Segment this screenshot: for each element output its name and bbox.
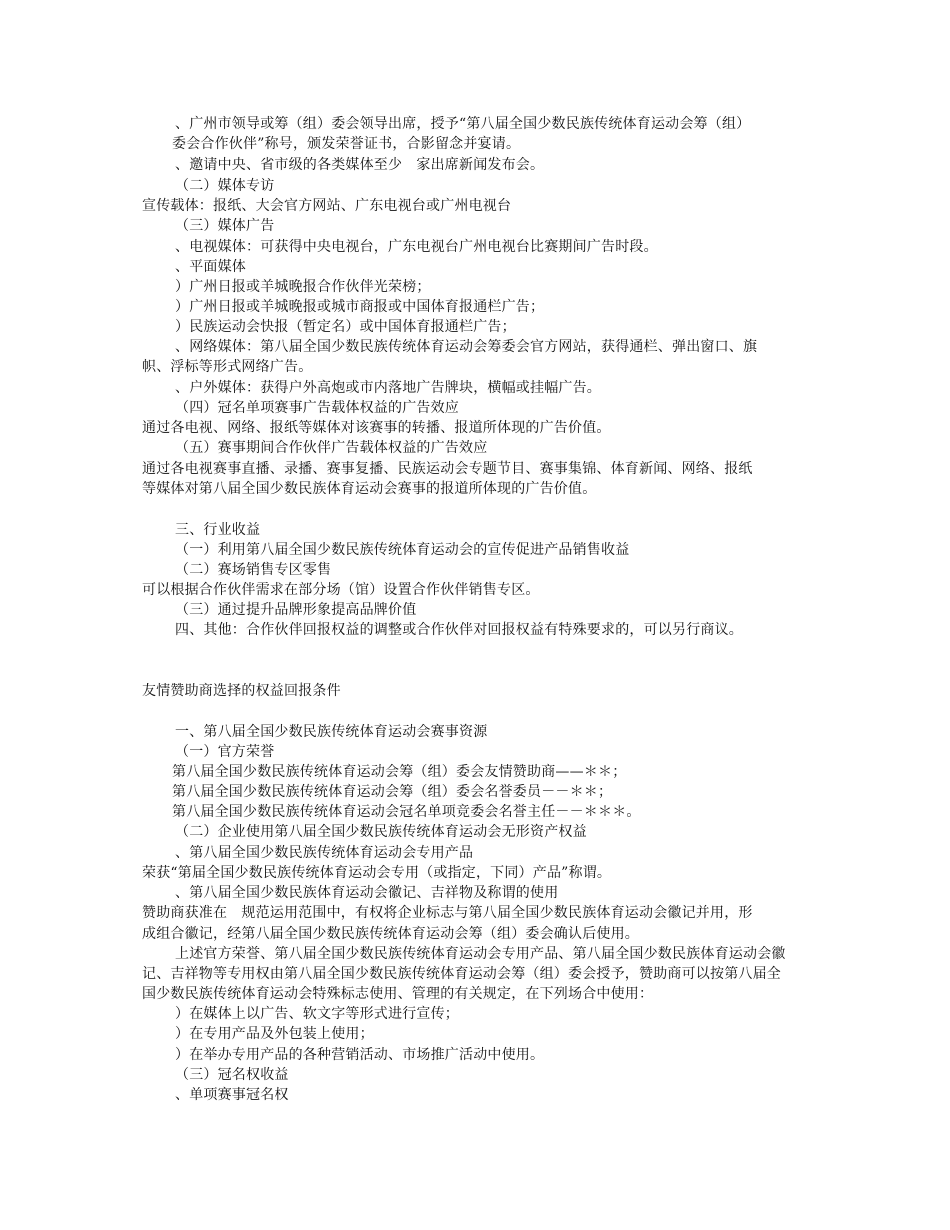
section-heading: （五）赛事期间合作伙伴广告载体权益的广告效应 bbox=[175, 440, 488, 456]
paragraph-line: 第八届全国少数民族传统体育运动会冠名单项竞委会名誉主任－－＊＊＊。 bbox=[172, 804, 641, 820]
paragraph-line: （一）利用第八届全国少数民族传统体育运动会的宣传促进产品销售收益 bbox=[175, 542, 630, 558]
paragraph-line: 上述官方荣誉、第八届全国少数民族传统体育运动会专用产品、第八届全国少数民族体育运动会徽 bbox=[175, 946, 786, 962]
section-title: 友情赞助商选择的权益回报条件 bbox=[142, 683, 341, 699]
paragraph-line: 、第八届全国少数民族体育运动会徽记、吉祥物及称谓的使用 bbox=[175, 885, 559, 901]
paragraph-line: ）在举办专用产品的各种营销活动、市场推广活动中使用。 bbox=[175, 1047, 545, 1063]
paragraph-line: 帜、浮标等形式网络广告。 bbox=[142, 359, 313, 375]
paragraph-line: ）广州日报或羊城晚报或城市商报或中国体育报通栏广告； bbox=[175, 299, 545, 315]
paragraph-line: （二）赛场销售专区零售 bbox=[175, 562, 332, 578]
paragraph-line: ）广州日报或羊城晚报合作伙伴光荣榜； bbox=[175, 279, 431, 295]
paragraph-line: 可以根据合作伙伴需求在部分场（馆）设置合作伙伴销售专区。 bbox=[142, 582, 540, 598]
paragraph-line: 记、吉祥物等专用权由第八届全国少数民族传统体育运动会筹（组）委会授予，赞助商可以按第八届全 bbox=[142, 966, 781, 982]
section-heading: （一）官方荣誉 bbox=[175, 744, 275, 760]
paragraph-line: 、电视媒体：可获得中央电视台，广东电视台广州电视台比赛期间广告时段。 bbox=[175, 239, 658, 255]
paragraph-line: ）在专用产品及外包装上使用； bbox=[175, 1026, 374, 1042]
paragraph-line: 等媒体对第八届全国少数民族体育运动会赛事的报道所体现的广告价值。 bbox=[142, 481, 597, 497]
paragraph-line: 四、其他：合作伙伴回报权益的调整或合作伙伴对回报权益有特殊要求的，可以另行商议。 bbox=[175, 622, 743, 638]
section-heading: （三）冠名权收益 bbox=[175, 1067, 289, 1083]
paragraph-line: 、平面媒体 bbox=[175, 259, 246, 275]
paragraph-line: 国少数民族传统体育运动会特殊标志使用、管理的有关规定，在下列场合中使用： bbox=[142, 986, 654, 1002]
paragraph-line: （三）通过提升品牌形象提高品牌价值 bbox=[175, 602, 417, 618]
paragraph-line: 成组合徽记，经第八届全国少数民族传统体育运动会筹（组）委会确认后使用。 bbox=[142, 926, 639, 942]
section-heading: （二）企业使用第八届全国少数民族传统体育运动会无形资产权益 bbox=[175, 824, 587, 840]
section-heading: 三、行业收益 bbox=[175, 522, 261, 538]
paragraph-line: 、第八届全国少数民族传统体育运动会专用产品 bbox=[175, 845, 474, 861]
paragraph-line: 荣获“第届全国少数民族传统体育运动会专用（或指定，下同）产品”称谓。 bbox=[142, 865, 612, 881]
paragraph-line: ）民族运动会快报（暂定名）或中国体育报通栏广告； bbox=[175, 319, 516, 335]
paragraph-line: 、户外媒体：获得户外高炮或市内落地广告牌块，横幅或挂幅广告。 bbox=[175, 380, 601, 396]
paragraph-line: 第八届全国少数民族传统体育运动会筹（组）委会友情赞助商——＊＊； bbox=[172, 764, 627, 780]
paragraph-line: 通过各电视赛事直播、录播、赛事复播、民族运动会专题节目、赛事集锦、体育新闻、网络、报纸 bbox=[142, 461, 753, 477]
section-heading: （二）媒体专访 bbox=[175, 178, 275, 194]
section-heading: （四）冠名单项赛事广告载体权益的广告效应 bbox=[175, 400, 459, 416]
paragraph-line: 通过各电视、网络、报纸等媒体对该赛事的转播、报道所体现的广告价值。 bbox=[142, 420, 611, 436]
section-heading: （三）媒体广告 bbox=[175, 218, 275, 234]
paragraph-line: 第八届全国少数民族传统体育运动会筹（组）委会名誉委员－－＊＊； bbox=[172, 784, 613, 800]
paragraph-line: ）在媒体上以广告、软文字等形式进行宣传； bbox=[175, 1006, 459, 1022]
paragraph-line: 、广州市领导或筹（组）委会领导出席，授予“第八届全国少数民族传统体育运动会筹（组） bbox=[175, 116, 751, 132]
paragraph-line: 、单项赛事冠名权 bbox=[175, 1087, 289, 1103]
paragraph-line: 、邀请中央、省市级的各类媒体至少 家出席新闻发布会。 bbox=[175, 157, 545, 173]
paragraph-line: 、网络媒体：第八届全国少数民族传统体育运动会筹委会官方网站，获得通栏、弹出窗口、旗 bbox=[175, 339, 758, 355]
paragraph-line: 赞助商获准在 规范运用范围中，有权将企业标志与第八届全国少数民族体育运动会徽记并用，形 bbox=[142, 905, 753, 921]
paragraph-line: 委会合作伙伴”称号，颁发荣誉证书，合影留念并宴请。 bbox=[172, 136, 521, 152]
section-heading: 一、第八届全国少数民族传统体育运动会赛事资源 bbox=[175, 724, 488, 740]
paragraph-line: 宣传载体：报纸、大会官方网站、广东电视台或广州电视台 bbox=[142, 198, 512, 214]
